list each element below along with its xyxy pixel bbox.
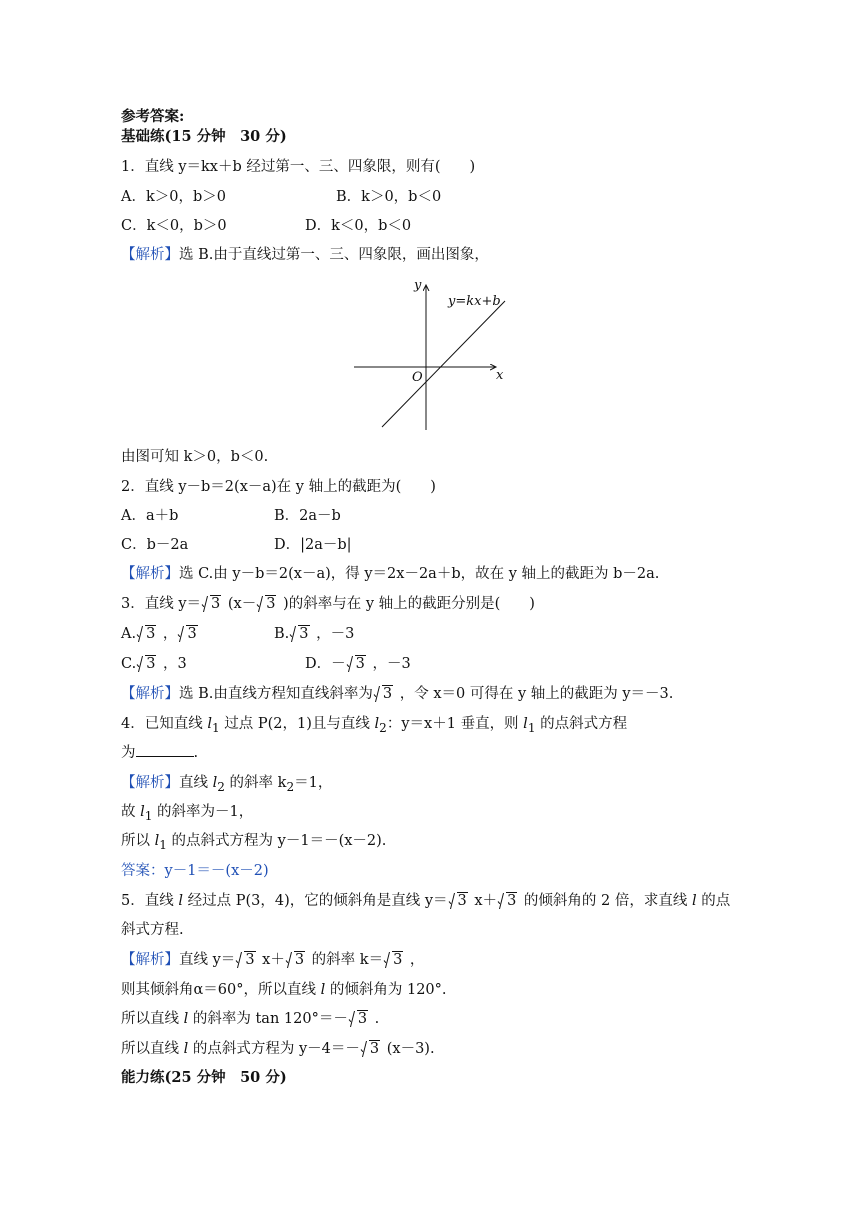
q2-analysis: 【解析】选 C.由 y－b＝2(x－a)，得 y＝2x－2a＋b，故在 y 轴上的截距为 b－2a. bbox=[121, 566, 660, 582]
q1-analysis: 【解析】选 B.由于直线过第一、三、四象限，画出图象， bbox=[121, 247, 489, 263]
q2-option-d: D．|2a－b| bbox=[274, 537, 352, 553]
q1-option-c: C．k＜0，b＞0 bbox=[121, 218, 227, 234]
q2-option-c: C．b－2a bbox=[121, 537, 189, 553]
q5-analysis-4: 所以直线 l 的点斜式方程为 y－4＝－ 3 (x－3). bbox=[121, 1041, 435, 1057]
q2-option-b: B．2a－b bbox=[274, 508, 341, 524]
analysis-tag: 【解析】 bbox=[121, 247, 179, 263]
q5-analysis-2: 则其倾斜角α＝60°，所以直线 l 的倾斜角为 120°. bbox=[121, 982, 447, 998]
sqrt-symbol: 3 bbox=[257, 595, 276, 613]
q3-option-d: D．－ 3 ，－3 bbox=[305, 656, 411, 672]
q3-option-c: C. 3 ，3 bbox=[121, 656, 187, 672]
q3-option-b: B. 3 ，－3 bbox=[274, 626, 355, 642]
q1-conclusion: 由图可知 k＞0，b＜0. bbox=[121, 449, 269, 465]
q5-stem-line2: 斜式方程. bbox=[121, 922, 184, 938]
sqrt-symbol: 3 bbox=[202, 595, 221, 613]
graph-line bbox=[382, 301, 505, 427]
q2-option-a: A．a＋b bbox=[121, 508, 179, 524]
answer-heading: 参考答案: bbox=[121, 108, 185, 125]
q1-stem: 1．直线 y＝kx＋b 经过第一、三、四象限，则有( ) bbox=[121, 159, 476, 175]
q5-analysis-1: 【解析】直线 y＝ 3 x＋ 3 的斜率 k＝ 3 ， bbox=[121, 952, 425, 968]
q1-option-b: B．k＞0，b＜0 bbox=[336, 189, 442, 205]
section-basic: 基础练(15 分钟 30 分) bbox=[121, 128, 287, 145]
q1-option-a: A．k＞0，b＞0 bbox=[121, 189, 226, 205]
q5-stem: 5．直线 l 经过点 P(3，4)，它的倾斜角是直线 y＝ 3 x＋ 3 的倾斜角的 2 倍，求直线 l 的点 bbox=[121, 893, 731, 909]
q3-stem: 3．直线 y＝ 3 (x－ 3 )的斜率与在 y 轴上的截距分别是( ) bbox=[121, 596, 535, 612]
line-label: y=kx+b bbox=[448, 294, 501, 309]
q4-stem: 4．已知直线 $l_1$ 过点 P(2，1)且与直线 $l_2$：y＝x＋1 垂直，则 $l_1$ 的点斜式方程 bbox=[121, 716, 628, 735]
q1-option-d: D．k＜0，b＜0 bbox=[305, 218, 412, 234]
q4-analysis-1: 【解析】直线 $l_2$ 的斜率 $k_2=1$， bbox=[121, 775, 333, 794]
q2-stem: 2．直线 y－b＝2(x－a)在 y 轴上的截距为( ) bbox=[121, 479, 436, 495]
q4-stem-line2: 为 . bbox=[121, 745, 199, 761]
q3-option-a: A. 3 ， 3 bbox=[121, 626, 197, 642]
q3-analysis: 【解析】选 B.由直线方程知直线斜率为 3 ，令 x＝0 可得在 y 轴上的截距为 y＝－3. bbox=[121, 686, 674, 702]
origin-label: O bbox=[412, 370, 423, 385]
answer-blank bbox=[136, 744, 194, 757]
x-axis-label: x bbox=[496, 368, 504, 383]
q5-analysis-3: 所以直线 l 的斜率为 tan 120°＝－ 3 . bbox=[121, 1011, 380, 1027]
q4-analysis-2: 故 $l_1$ 的斜率为－1， bbox=[121, 804, 254, 823]
q4-analysis-3: 所以 $l_1$ 的点斜式方程为 y－1＝－(x－2). bbox=[121, 833, 387, 852]
section-ability: 能力练(25 分钟 50 分) bbox=[121, 1069, 287, 1086]
y-axis-label: y bbox=[414, 278, 422, 293]
q1-line-graph bbox=[350, 275, 510, 435]
q4-answer: 答案：y－1＝－(x－2) bbox=[121, 863, 269, 879]
